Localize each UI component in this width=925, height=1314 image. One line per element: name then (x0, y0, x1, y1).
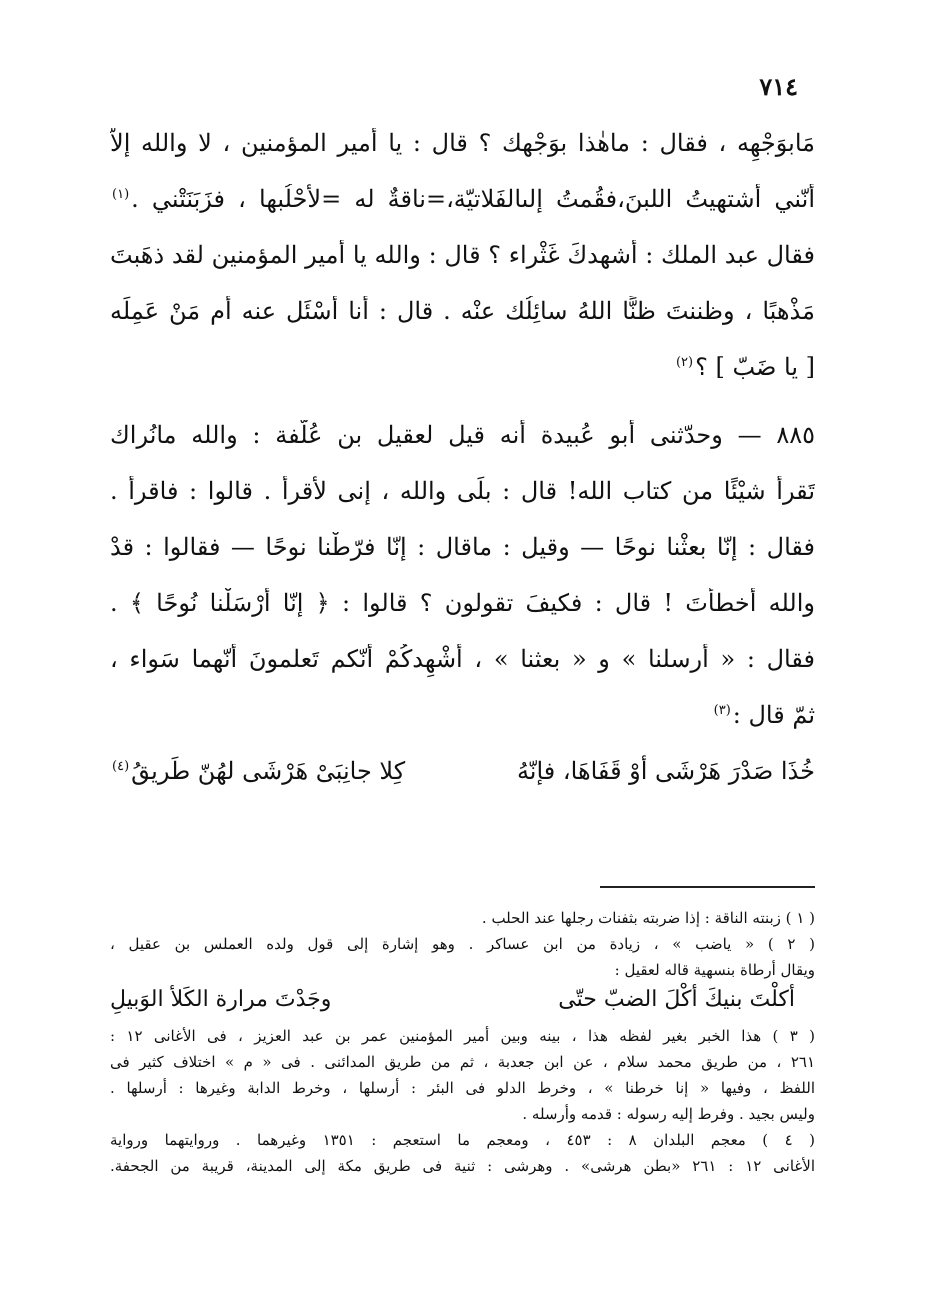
footnote-verse (110, 986, 815, 1026)
verse-hemistich-left (110, 756, 405, 812)
text-line: والله أخطأتَ ! قال : فكيفَ تقولون ؟ قالوا : ﴿ إنّا أرْسَلْنا نُوحًا ﴾ . (110, 589, 815, 617)
footnote-ref: (٢) (675, 355, 694, 370)
text-line-content: [ يا ضَبّ ] ؟ (695, 353, 815, 381)
footnote-line: ( ١ ) زبنته الناقة : إذا ضربته بثفنات رجلها عند الحلب . (481, 909, 815, 927)
paragraph-gap (110, 408, 815, 420)
footnote-ref: (٤) (112, 759, 130, 774)
text-line: مَابوَجْهِه ، فقال : ماهٰذا بوَجْهك ؟ قال : يا أمير المؤمنين ، لا والله إلاّ (110, 129, 815, 157)
footnote-ref: (٣) (713, 703, 731, 718)
footnote-line: ( ٢ ) « ياضب » ، زيادة من ابن عساكر . وهو إشارة إلى قول ولده العملس بن عقيل ، (110, 935, 815, 953)
verse-hemistich-left-text: كِلا جانِبَىْ هَرْشَى لهُنّ طَريقُ (131, 757, 406, 785)
footnote-line: ٢٦١ ، من طريق محمد سلام ، عن ابن جعدبة ، ثم من طريق المدائنى . فى « م » اختلاف كثير فى (110, 1053, 815, 1071)
verse-hemistich-right: أكلْتَ بنيكَ أكْلَ الضبّ حتّى (558, 987, 795, 1012)
text-line (110, 184, 815, 240)
page-number: ٧١٤ (759, 72, 798, 101)
footnote-ref: (١) (112, 187, 130, 202)
text-line: ٨٨٥ — وحدّثنى أبو عُبيدة أنه قيل لعقيل بن عُلّفة : والله مانُراك (110, 421, 815, 449)
text-line: تَقرأُ شيْئًا من كتاب الله! قال : بلَى والله ، إنى لأقرأ . قالوا : فاقرأ . (110, 477, 815, 505)
text-line: فقال : إنّا بعثْنا نوحًا — وقيل : ماقال : إنّا فرّطْنا نوحًا — فقالوا : قدْ (110, 533, 815, 561)
footnote-line: الأغانى ١٢ : ٢٦١ «بطن هرشى» . وهرشى : ثنية فى طريق مكة إلى المدينة، قريبة من الجحفة. (110, 1157, 815, 1175)
footnote-line: اللفظ ، وفيها « إنا خرطنا » ، وخرط الدلو فى البئر : أرسلها ، وخرط الدابة وغيرها : أرسلها . (110, 1079, 815, 1097)
text-line: فقال عبد الملك : أشهدكَ غَثْراء ؟ قال : والله يا أمير المؤمنين لقد ذهَبتَ (110, 241, 815, 269)
text-line: فقال : « أرسلنا » و « بعثنا » ، أُشْهِدكُمْ أنّكم تَعلمونَ أنّهما سَواء ، (110, 645, 815, 673)
verse-hemistich-right: خُذَا صَدْرَ هَرْشَى أوْ قَفَاهَا، فإنّهُ (516, 757, 815, 785)
main-text (110, 128, 815, 812)
footnote-separator (600, 886, 815, 888)
poetry-verse (110, 756, 815, 812)
footnote-line: ( ٣ ) هذا الخبر بغير لفظه هذا ، بينه وبين أمير المؤمنين عمر بن عبد العزيز ، فى الأغانى ١٢ : (110, 1027, 815, 1045)
footnotes (110, 908, 815, 1182)
footnote-line: ( ٤ ) معجم البلدان ٨ : ٤٥٣ ، ومعجم ما استعجم : ١٣٥١ وغيرهما . وروايتهما ورواية (110, 1131, 815, 1149)
footnote-line: ويقال أرطاة بنسهية قاله لعقيل : (614, 961, 815, 979)
text-line: مَذْهبًا ، وظننتَ ظنًّا اللهُ سائِلُك عنْه . قال : أنا أُسْئَل عنه أم مَنْ عَمِلَه (110, 297, 815, 325)
footnote-line: وليس بجيد . وفرط إليه رسوله : قدمه وأرسله . (522, 1105, 815, 1123)
text-line-content: أنّني أشتهيتُ اللبنَ،فقُمتُ إلىالفَلاتيّة،=ناقةٌ له =لأَحْلُبها ، فزَبَنَتْني . (131, 185, 815, 213)
text-line-content: ثمّ قال : (732, 701, 815, 729)
text-line (110, 700, 815, 756)
text-line (110, 352, 815, 408)
verse-hemistich-left: وجَدْتَ مرارة الكَلأ الوَبيلِ (110, 987, 332, 1012)
